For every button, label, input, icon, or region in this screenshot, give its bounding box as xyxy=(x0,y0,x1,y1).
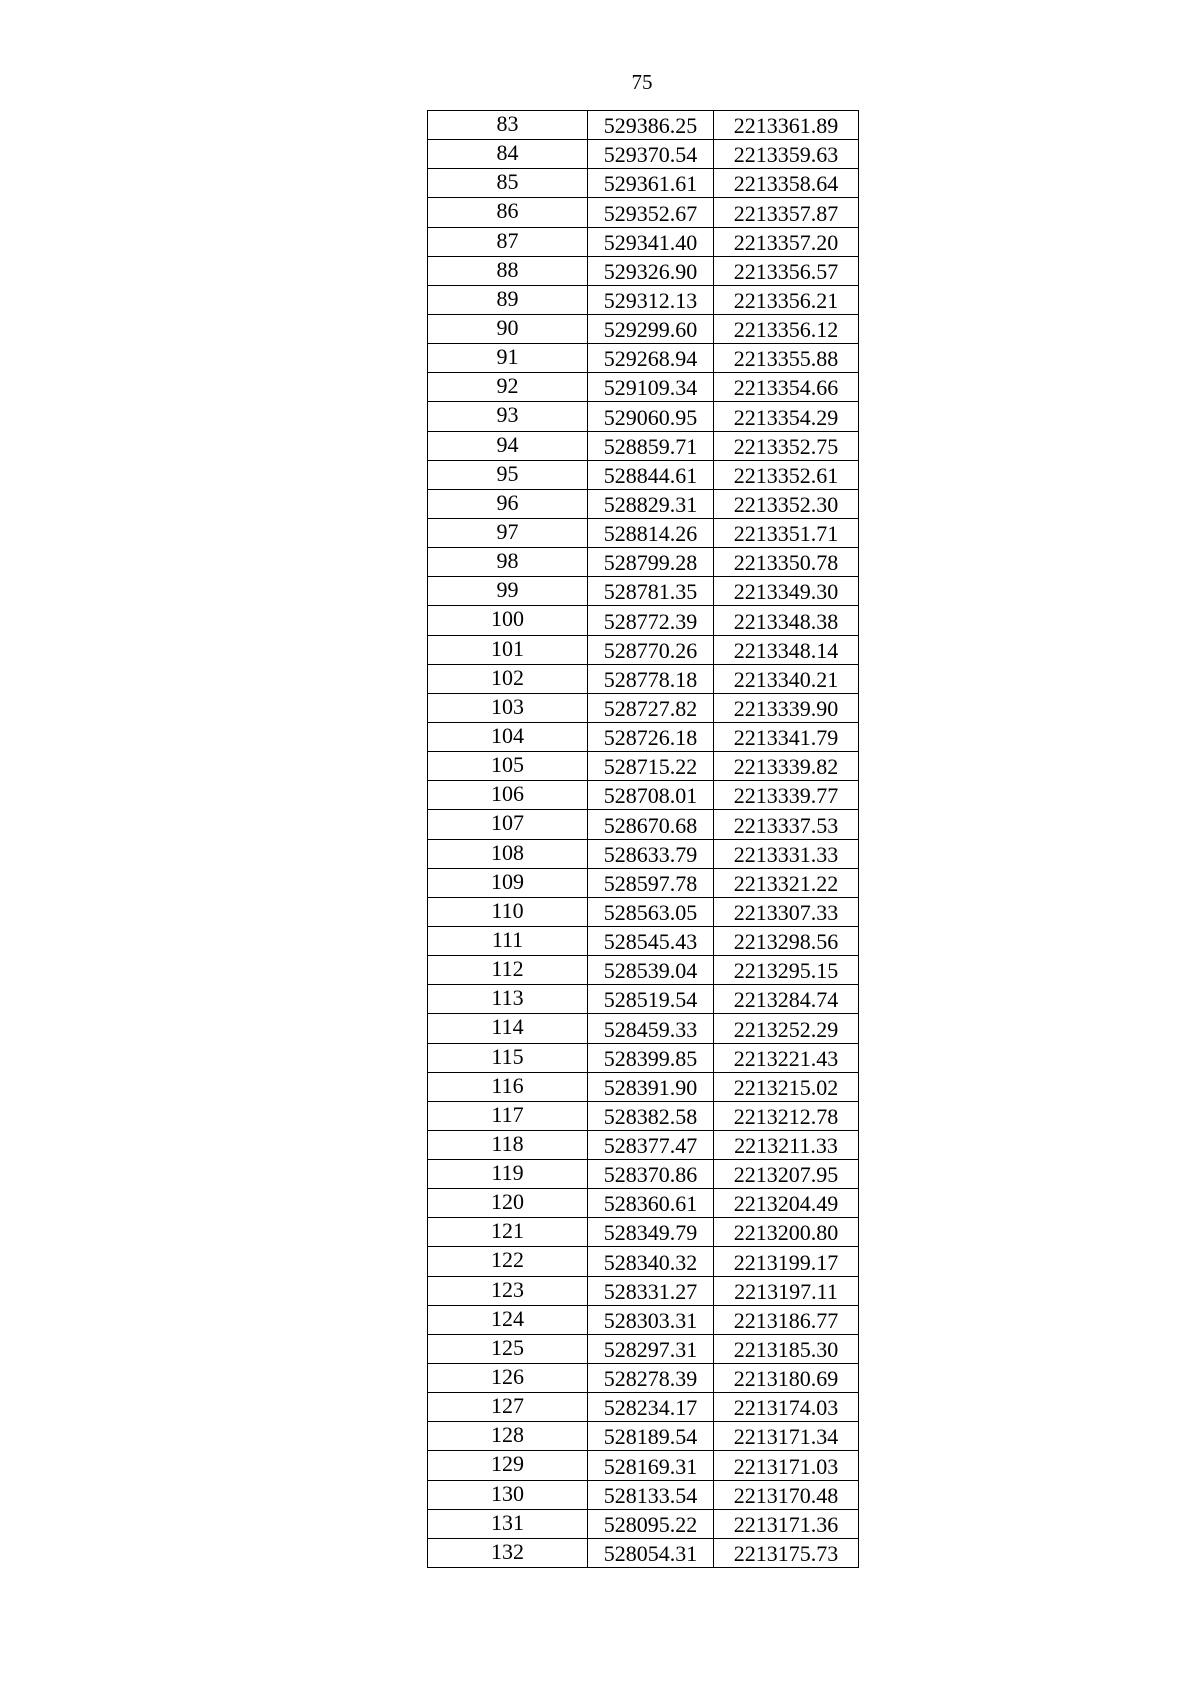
table-row xyxy=(428,256,859,285)
x-coordinate-cell: 528340.32 xyxy=(588,1247,714,1276)
y-coordinate-cell: 2213204.49 xyxy=(714,1189,859,1218)
x-coordinate-cell: 528391.90 xyxy=(588,1072,714,1101)
table-row xyxy=(428,1101,859,1130)
y-coordinate-cell: 2213339.82 xyxy=(714,752,859,781)
point-number-cell: 95 xyxy=(428,460,588,489)
x-coordinate-cell: 528859.71 xyxy=(588,431,714,460)
point-number-cell: 105 xyxy=(428,752,588,781)
x-coordinate-cell: 528633.79 xyxy=(588,839,714,868)
x-coordinate-cell: 528399.85 xyxy=(588,1043,714,1072)
point-number-cell: 110 xyxy=(428,897,588,926)
table-row xyxy=(428,722,859,751)
y-coordinate-cell: 2213354.29 xyxy=(714,402,859,431)
x-coordinate-cell: 528670.68 xyxy=(588,810,714,839)
y-coordinate-cell: 2213356.12 xyxy=(714,314,859,343)
point-number-cell: 119 xyxy=(428,1160,588,1189)
y-coordinate-cell: 2213170.48 xyxy=(714,1480,859,1509)
y-coordinate-cell: 2213354.66 xyxy=(714,373,859,402)
y-coordinate-cell: 2213211.33 xyxy=(714,1130,859,1159)
point-number-cell: 99 xyxy=(428,577,588,606)
point-number-cell: 132 xyxy=(428,1538,588,1567)
x-coordinate-cell: 528539.04 xyxy=(588,956,714,985)
y-coordinate-cell: 2213349.30 xyxy=(714,577,859,606)
x-coordinate-cell: 528715.22 xyxy=(588,752,714,781)
y-coordinate-cell: 2213321.22 xyxy=(714,868,859,897)
y-coordinate-cell: 2213348.38 xyxy=(714,606,859,635)
x-coordinate-cell: 528519.54 xyxy=(588,985,714,1014)
x-coordinate-cell: 528844.61 xyxy=(588,460,714,489)
point-number-cell: 104 xyxy=(428,722,588,751)
table-row xyxy=(428,111,859,140)
table-row xyxy=(428,227,859,256)
point-number-cell: 108 xyxy=(428,839,588,868)
point-number-cell: 93 xyxy=(428,402,588,431)
point-number-cell: 101 xyxy=(428,635,588,664)
x-coordinate-cell: 529312.13 xyxy=(588,285,714,314)
x-coordinate-cell: 528545.43 xyxy=(588,926,714,955)
point-number-cell: 107 xyxy=(428,810,588,839)
y-coordinate-cell: 2213355.88 xyxy=(714,344,859,373)
x-coordinate-cell: 528169.31 xyxy=(588,1451,714,1480)
table-row xyxy=(428,314,859,343)
x-coordinate-cell: 528563.05 xyxy=(588,897,714,926)
point-number-cell: 121 xyxy=(428,1218,588,1247)
x-coordinate-cell: 528278.39 xyxy=(588,1364,714,1393)
point-number-cell: 83 xyxy=(428,111,588,140)
x-coordinate-cell: 528360.61 xyxy=(588,1189,714,1218)
table-row xyxy=(428,1218,859,1247)
x-coordinate-cell: 528727.82 xyxy=(588,693,714,722)
coordinate-table xyxy=(427,110,859,1568)
point-number-cell: 103 xyxy=(428,693,588,722)
table-row xyxy=(428,1247,859,1276)
point-number-cell: 118 xyxy=(428,1130,588,1159)
x-coordinate-cell: 529060.95 xyxy=(588,402,714,431)
x-coordinate-cell: 528095.22 xyxy=(588,1509,714,1538)
point-number-cell: 124 xyxy=(428,1305,588,1334)
table-row xyxy=(428,926,859,955)
y-coordinate-cell: 2213337.53 xyxy=(714,810,859,839)
table-row xyxy=(428,956,859,985)
y-coordinate-cell: 2213352.75 xyxy=(714,431,859,460)
y-coordinate-cell: 2213340.21 xyxy=(714,664,859,693)
x-coordinate-cell: 528814.26 xyxy=(588,518,714,547)
y-coordinate-cell: 2213175.73 xyxy=(714,1538,859,1567)
y-coordinate-cell: 2213357.20 xyxy=(714,227,859,256)
table-row xyxy=(428,868,859,897)
x-coordinate-cell: 528597.78 xyxy=(588,868,714,897)
table-row xyxy=(428,897,859,926)
x-coordinate-cell: 528133.54 xyxy=(588,1480,714,1509)
table-row xyxy=(428,344,859,373)
y-coordinate-cell: 2213180.69 xyxy=(714,1364,859,1393)
table-row xyxy=(428,548,859,577)
point-number-cell: 102 xyxy=(428,664,588,693)
point-number-cell: 97 xyxy=(428,518,588,547)
x-coordinate-cell: 529299.60 xyxy=(588,314,714,343)
table-row xyxy=(428,635,859,664)
table-row xyxy=(428,198,859,227)
x-coordinate-cell: 529370.54 xyxy=(588,140,714,169)
point-number-cell: 94 xyxy=(428,431,588,460)
point-number-cell: 112 xyxy=(428,956,588,985)
point-number-cell: 111 xyxy=(428,926,588,955)
x-coordinate-cell: 528331.27 xyxy=(588,1276,714,1305)
point-number-cell: 125 xyxy=(428,1334,588,1363)
y-coordinate-cell: 2213298.56 xyxy=(714,926,859,955)
x-coordinate-cell: 528778.18 xyxy=(588,664,714,693)
y-coordinate-cell: 2213207.95 xyxy=(714,1160,859,1189)
point-number-cell: 98 xyxy=(428,548,588,577)
x-coordinate-cell: 528829.31 xyxy=(588,489,714,518)
y-coordinate-cell: 2213186.77 xyxy=(714,1305,859,1334)
y-coordinate-cell: 2213174.03 xyxy=(714,1393,859,1422)
point-number-cell: 128 xyxy=(428,1422,588,1451)
x-coordinate-cell: 529386.25 xyxy=(588,111,714,140)
table-row xyxy=(428,752,859,781)
table-row xyxy=(428,1043,859,1072)
point-number-cell: 90 xyxy=(428,314,588,343)
y-coordinate-cell: 2213185.30 xyxy=(714,1334,859,1363)
table-row xyxy=(428,810,859,839)
y-coordinate-cell: 2213351.71 xyxy=(714,518,859,547)
table-row xyxy=(428,1130,859,1159)
x-coordinate-cell: 529268.94 xyxy=(588,344,714,373)
table-row xyxy=(428,577,859,606)
y-coordinate-cell: 2213171.03 xyxy=(714,1451,859,1480)
y-coordinate-cell: 2213359.63 xyxy=(714,140,859,169)
table-row xyxy=(428,1334,859,1363)
y-coordinate-cell: 2213199.17 xyxy=(714,1247,859,1276)
x-coordinate-cell: 528459.33 xyxy=(588,1014,714,1043)
point-number-cell: 86 xyxy=(428,198,588,227)
x-coordinate-cell: 528772.39 xyxy=(588,606,714,635)
x-coordinate-cell: 528349.79 xyxy=(588,1218,714,1247)
point-number-cell: 91 xyxy=(428,344,588,373)
point-number-cell: 122 xyxy=(428,1247,588,1276)
y-coordinate-cell: 2213341.79 xyxy=(714,722,859,751)
table-row xyxy=(428,1480,859,1509)
table-row xyxy=(428,1189,859,1218)
point-number-cell: 116 xyxy=(428,1072,588,1101)
y-coordinate-cell: 2213215.02 xyxy=(714,1072,859,1101)
x-coordinate-cell: 528297.31 xyxy=(588,1334,714,1363)
x-coordinate-cell: 529326.90 xyxy=(588,256,714,285)
point-number-cell: 113 xyxy=(428,985,588,1014)
table-row xyxy=(428,402,859,431)
y-coordinate-cell: 2213307.33 xyxy=(714,897,859,926)
y-coordinate-cell: 2213331.33 xyxy=(714,839,859,868)
table-row xyxy=(428,489,859,518)
point-number-cell: 84 xyxy=(428,140,588,169)
x-coordinate-cell: 528799.28 xyxy=(588,548,714,577)
y-coordinate-cell: 2213356.57 xyxy=(714,256,859,285)
table-row xyxy=(428,1364,859,1393)
y-coordinate-cell: 2213348.14 xyxy=(714,635,859,664)
table-row xyxy=(428,460,859,489)
table-row xyxy=(428,1014,859,1043)
table-row xyxy=(428,1276,859,1305)
table-row xyxy=(428,373,859,402)
x-coordinate-cell: 528726.18 xyxy=(588,722,714,751)
point-number-cell: 129 xyxy=(428,1451,588,1480)
point-number-cell: 114 xyxy=(428,1014,588,1043)
table-row xyxy=(428,781,859,810)
y-coordinate-cell: 2213171.36 xyxy=(714,1509,859,1538)
y-coordinate-cell: 2213171.34 xyxy=(714,1422,859,1451)
y-coordinate-cell: 2213352.30 xyxy=(714,489,859,518)
point-number-cell: 109 xyxy=(428,868,588,897)
table-row xyxy=(428,839,859,868)
point-number-cell: 92 xyxy=(428,373,588,402)
table-row xyxy=(428,693,859,722)
x-coordinate-cell: 529352.67 xyxy=(588,198,714,227)
point-number-cell: 120 xyxy=(428,1189,588,1218)
y-coordinate-cell: 2213356.21 xyxy=(714,285,859,314)
y-coordinate-cell: 2213352.61 xyxy=(714,460,859,489)
y-coordinate-cell: 2213357.87 xyxy=(714,198,859,227)
point-number-cell: 123 xyxy=(428,1276,588,1305)
table-row xyxy=(428,606,859,635)
x-coordinate-cell: 529361.61 xyxy=(588,169,714,198)
x-coordinate-cell: 528303.31 xyxy=(588,1305,714,1334)
point-number-cell: 88 xyxy=(428,256,588,285)
table-row xyxy=(428,985,859,1014)
point-number-cell: 126 xyxy=(428,1364,588,1393)
x-coordinate-cell: 529341.40 xyxy=(588,227,714,256)
y-coordinate-cell: 2213200.80 xyxy=(714,1218,859,1247)
point-number-cell: 100 xyxy=(428,606,588,635)
y-coordinate-cell: 2213197.11 xyxy=(714,1276,859,1305)
table-row xyxy=(428,1305,859,1334)
x-coordinate-cell: 528708.01 xyxy=(588,781,714,810)
page-number: 75 xyxy=(631,70,653,94)
y-coordinate-cell: 2213284.74 xyxy=(714,985,859,1014)
table-row xyxy=(428,518,859,547)
table-row xyxy=(428,1160,859,1189)
y-coordinate-cell: 2213350.78 xyxy=(714,548,859,577)
x-coordinate-cell: 528234.17 xyxy=(588,1393,714,1422)
coordinate-table-body xyxy=(428,111,859,1568)
point-number-cell: 85 xyxy=(428,169,588,198)
point-number-cell: 130 xyxy=(428,1480,588,1509)
point-number-cell: 96 xyxy=(428,489,588,518)
table-row xyxy=(428,285,859,314)
y-coordinate-cell: 2213221.43 xyxy=(714,1043,859,1072)
y-coordinate-cell: 2213252.29 xyxy=(714,1014,859,1043)
point-number-cell: 106 xyxy=(428,781,588,810)
table-row xyxy=(428,1451,859,1480)
point-number-cell: 89 xyxy=(428,285,588,314)
y-coordinate-cell: 2213358.64 xyxy=(714,169,859,198)
table-row xyxy=(428,1509,859,1538)
y-coordinate-cell: 2213212.78 xyxy=(714,1101,859,1130)
point-number-cell: 127 xyxy=(428,1393,588,1422)
point-number-cell: 117 xyxy=(428,1101,588,1130)
y-coordinate-cell: 2213339.77 xyxy=(714,781,859,810)
x-coordinate-cell: 528054.31 xyxy=(588,1538,714,1567)
x-coordinate-cell: 529109.34 xyxy=(588,373,714,402)
y-coordinate-cell: 2213295.15 xyxy=(714,956,859,985)
y-coordinate-cell: 2213361.89 xyxy=(714,111,859,140)
point-number-cell: 87 xyxy=(428,227,588,256)
table-row xyxy=(428,169,859,198)
table-row xyxy=(428,1072,859,1101)
table-row xyxy=(428,1538,859,1567)
x-coordinate-cell: 528382.58 xyxy=(588,1101,714,1130)
x-coordinate-cell: 528377.47 xyxy=(588,1130,714,1159)
y-coordinate-cell: 2213339.90 xyxy=(714,693,859,722)
x-coordinate-cell: 528370.86 xyxy=(588,1160,714,1189)
table-row xyxy=(428,431,859,460)
x-coordinate-cell: 528770.26 xyxy=(588,635,714,664)
x-coordinate-cell: 528781.35 xyxy=(588,577,714,606)
table-row xyxy=(428,1422,859,1451)
x-coordinate-cell: 528189.54 xyxy=(588,1422,714,1451)
point-number-cell: 115 xyxy=(428,1043,588,1072)
table-row xyxy=(428,140,859,169)
table-row xyxy=(428,664,859,693)
table-row xyxy=(428,1393,859,1422)
point-number-cell: 131 xyxy=(428,1509,588,1538)
